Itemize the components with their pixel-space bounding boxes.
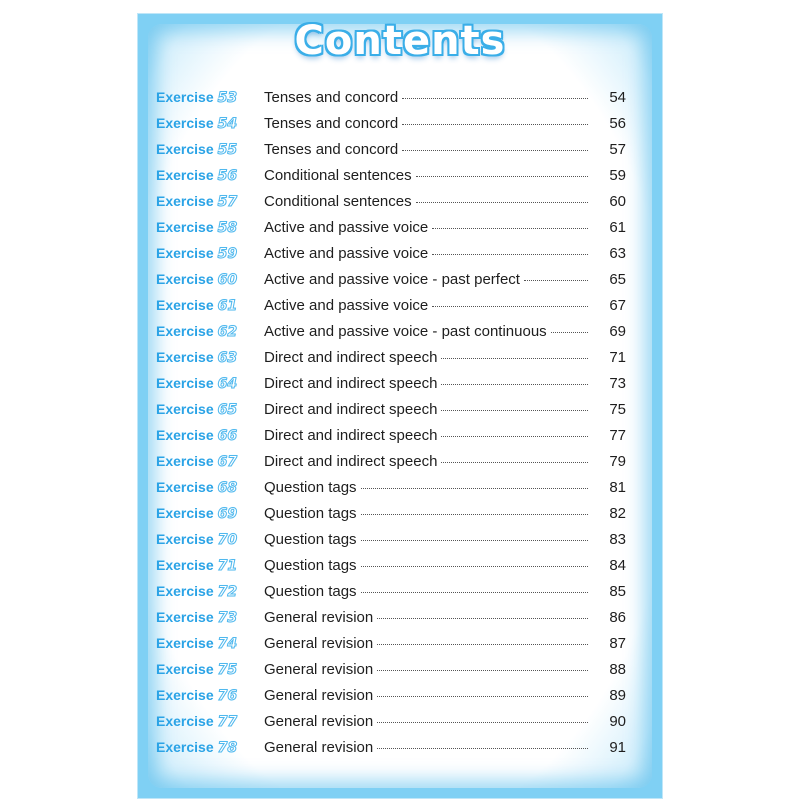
exercise-number: 58 [217, 219, 238, 236]
entry-line [264, 271, 588, 288]
dot-leader [416, 202, 588, 203]
exercise-word: Exercise [156, 504, 214, 521]
topic-title: General revision [264, 738, 374, 756]
topic-title: Tenses and concord [264, 140, 399, 158]
page-number: 85 [609, 582, 626, 600]
topic-title: Question tags [264, 478, 357, 496]
entry-line [264, 167, 588, 184]
toc-entry [156, 162, 626, 188]
entry-line [264, 739, 588, 756]
exercise-word: Exercise [156, 348, 214, 365]
exercise-word: Exercise [156, 374, 214, 391]
page-number: 67 [609, 296, 626, 314]
toc-entry [156, 292, 626, 318]
toc-entry [156, 682, 626, 708]
exercise-word: Exercise [156, 322, 214, 339]
page-number: 65 [609, 270, 626, 288]
exercise-number: 75 [217, 661, 238, 678]
exercise-number: 77 [217, 713, 238, 730]
exercise-label [156, 297, 264, 314]
exercise-label [156, 557, 264, 574]
dot-leader [361, 592, 588, 593]
exercise-word: Exercise [156, 140, 214, 157]
page-number: 83 [609, 530, 626, 548]
toc-entry [156, 448, 626, 474]
exercise-word: Exercise [156, 426, 214, 443]
exercise-word: Exercise [156, 686, 214, 703]
dot-leader [441, 410, 588, 411]
topic-title: Direct and indirect speech [264, 348, 438, 366]
exercise-label [156, 609, 264, 626]
topic-title: Direct and indirect speech [264, 426, 438, 444]
exercise-word: Exercise [156, 400, 214, 417]
exercise-number: 57 [217, 193, 238, 210]
entry-line [264, 609, 588, 626]
exercise-word: Exercise [156, 582, 214, 599]
exercise-label [156, 401, 264, 418]
toc-entry [156, 552, 626, 578]
toc-entry [156, 604, 626, 630]
exercise-word: Exercise [156, 738, 214, 755]
exercise-number: 63 [217, 349, 238, 366]
toc-entry [156, 396, 626, 422]
topic-title: Direct and indirect speech [264, 374, 438, 392]
entry-line [264, 713, 588, 730]
dot-leader [361, 514, 588, 515]
toc-entry [156, 370, 626, 396]
exercise-number: 70 [217, 531, 238, 548]
page-number: 89 [609, 686, 626, 704]
page-number: 60 [609, 192, 626, 210]
exercise-number: 59 [217, 245, 238, 262]
dot-leader [551, 332, 588, 333]
entry-line [264, 401, 588, 418]
topic-title: General revision [264, 660, 374, 678]
page-number: 79 [609, 452, 626, 470]
dot-leader [377, 748, 588, 749]
topic-title: Active and passive voice [264, 296, 429, 314]
exercise-word: Exercise [156, 634, 214, 651]
page-number: 75 [609, 400, 626, 418]
entry-line [264, 193, 588, 210]
dot-leader [441, 358, 588, 359]
dot-leader [441, 384, 588, 385]
page-number: 88 [609, 660, 626, 678]
toc-entry [156, 500, 626, 526]
topic-title: General revision [264, 634, 374, 652]
exercise-word: Exercise [156, 660, 214, 677]
page-number: 71 [609, 348, 626, 366]
page-number: 77 [609, 426, 626, 444]
dot-leader [441, 436, 588, 437]
toc-entry [156, 526, 626, 552]
exercise-word: Exercise [156, 88, 214, 105]
topic-title: General revision [264, 608, 374, 626]
entry-line [264, 375, 588, 392]
topic-title: Question tags [264, 504, 357, 522]
entry-line [264, 297, 588, 314]
entry-line [264, 323, 588, 340]
exercise-label [156, 219, 264, 236]
topic-title: General revision [264, 712, 374, 730]
exercise-label [156, 89, 264, 106]
exercise-word: Exercise [156, 244, 214, 261]
page-number: 86 [609, 608, 626, 626]
exercise-number: 72 [217, 583, 238, 600]
entry-line [264, 583, 588, 600]
exercise-label [156, 167, 264, 184]
topic-title: Active and passive voice [264, 218, 429, 236]
exercise-label [156, 479, 264, 496]
exercise-word: Exercise [156, 556, 214, 573]
dot-leader [377, 644, 588, 645]
dot-leader [432, 254, 588, 255]
exercise-word: Exercise [156, 530, 214, 547]
dot-leader [416, 176, 588, 177]
page-number: 81 [609, 478, 626, 496]
page-number: 87 [609, 634, 626, 652]
exercise-number: 62 [217, 323, 238, 340]
exercise-word: Exercise [156, 218, 214, 235]
toc-entry [156, 734, 626, 760]
entry-line [264, 141, 588, 158]
exercise-number: 60 [217, 271, 238, 288]
page-number: 69 [609, 322, 626, 340]
dot-leader [402, 150, 588, 151]
dot-leader [361, 540, 588, 541]
exercise-word: Exercise [156, 712, 214, 729]
dot-leader [441, 462, 588, 463]
exercise-number: 55 [217, 141, 238, 158]
topic-title: Active and passive voice [264, 244, 429, 262]
dot-leader [377, 618, 588, 619]
table-of-contents [156, 84, 626, 760]
page-number: 63 [609, 244, 626, 262]
dot-leader [361, 566, 588, 567]
topic-title: Conditional sentences [264, 192, 412, 210]
entry-line [264, 349, 588, 366]
exercise-label [156, 635, 264, 652]
exercise-word: Exercise [156, 452, 214, 469]
toc-entry [156, 344, 626, 370]
page-number: 82 [609, 504, 626, 522]
entry-line [264, 687, 588, 704]
entry-line [264, 115, 588, 132]
exercise-word: Exercise [156, 608, 214, 625]
exercise-label [156, 427, 264, 444]
topic-title: Question tags [264, 582, 357, 600]
exercise-word: Exercise [156, 478, 214, 495]
dot-leader [402, 124, 588, 125]
page-number: 91 [609, 738, 626, 756]
entry-line [264, 479, 588, 496]
topic-title: General revision [264, 686, 374, 704]
entry-line [264, 635, 588, 652]
exercise-number: 69 [217, 505, 238, 522]
exercise-number: 54 [217, 115, 238, 132]
exercise-label [156, 739, 264, 756]
toc-entry [156, 110, 626, 136]
toc-entry [156, 136, 626, 162]
page-number: 61 [609, 218, 626, 236]
exercise-label [156, 375, 264, 392]
dot-leader [402, 98, 588, 99]
page-title: Contents [294, 18, 506, 64]
topic-title: Conditional sentences [264, 166, 412, 184]
exercise-number: 64 [217, 375, 238, 392]
entry-line [264, 505, 588, 522]
exercise-label [156, 193, 264, 210]
entry-line [264, 89, 588, 106]
toc-entry [156, 318, 626, 344]
exercise-number: 56 [217, 167, 238, 184]
exercise-word: Exercise [156, 166, 214, 183]
topic-title: Direct and indirect speech [264, 452, 438, 470]
exercise-number: 73 [217, 609, 238, 626]
exercise-label [156, 531, 264, 548]
topic-title: Direct and indirect speech [264, 400, 438, 418]
dot-leader [377, 670, 588, 671]
toc-entry [156, 188, 626, 214]
toc-entry [156, 422, 626, 448]
entry-line [264, 453, 588, 470]
toc-entry [156, 84, 626, 110]
exercise-label [156, 323, 264, 340]
exercise-label [156, 245, 264, 262]
page-number: 56 [609, 114, 626, 132]
topic-title: Tenses and concord [264, 114, 399, 132]
toc-entry [156, 630, 626, 656]
entry-line [264, 557, 588, 574]
entry-line [264, 531, 588, 548]
toc-entry [156, 266, 626, 292]
exercise-word: Exercise [156, 270, 214, 287]
page-number: 90 [609, 712, 626, 730]
entry-line [264, 245, 588, 262]
topic-title: Question tags [264, 556, 357, 574]
exercise-label [156, 505, 264, 522]
topic-title: Tenses and concord [264, 88, 399, 106]
exercise-number: 71 [217, 557, 238, 574]
exercise-label [156, 349, 264, 366]
exercise-label [156, 141, 264, 158]
topic-title: Active and passive voice - past perfect [264, 270, 520, 288]
toc-entry [156, 578, 626, 604]
exercise-number: 74 [217, 635, 238, 652]
dot-leader [432, 228, 588, 229]
topic-title: Question tags [264, 530, 357, 548]
exercise-word: Exercise [156, 114, 214, 131]
exercise-label [156, 713, 264, 730]
exercise-label [156, 661, 264, 678]
page-number: 73 [609, 374, 626, 392]
exercise-label [156, 453, 264, 470]
exercise-number: 65 [217, 401, 238, 418]
dot-leader [377, 722, 588, 723]
entry-line [264, 427, 588, 444]
topic-title: Active and passive voice - past continuous [264, 322, 547, 340]
exercise-label [156, 115, 264, 132]
dot-leader [361, 488, 588, 489]
exercise-word: Exercise [156, 296, 214, 313]
exercise-number: 67 [217, 453, 238, 470]
exercise-label [156, 583, 264, 600]
dot-leader [432, 306, 588, 307]
toc-entry [156, 656, 626, 682]
exercise-number: 66 [217, 427, 238, 444]
exercise-number: 78 [217, 739, 238, 756]
entry-line [264, 219, 588, 236]
dot-leader [524, 280, 588, 281]
exercise-number: 76 [217, 687, 238, 704]
toc-entry [156, 240, 626, 266]
entry-line [264, 661, 588, 678]
exercise-number: 61 [217, 297, 238, 314]
page-number: 57 [609, 140, 626, 158]
page-number: 54 [609, 88, 626, 106]
toc-entry [156, 708, 626, 734]
exercise-number: 53 [217, 89, 238, 106]
exercise-word: Exercise [156, 192, 214, 209]
page-number: 84 [609, 556, 626, 574]
dot-leader [377, 696, 588, 697]
toc-entry [156, 214, 626, 240]
exercise-label [156, 687, 264, 704]
page-number: 59 [609, 166, 626, 184]
exercise-label [156, 271, 264, 288]
exercise-number: 68 [217, 479, 238, 496]
toc-entry [156, 474, 626, 500]
